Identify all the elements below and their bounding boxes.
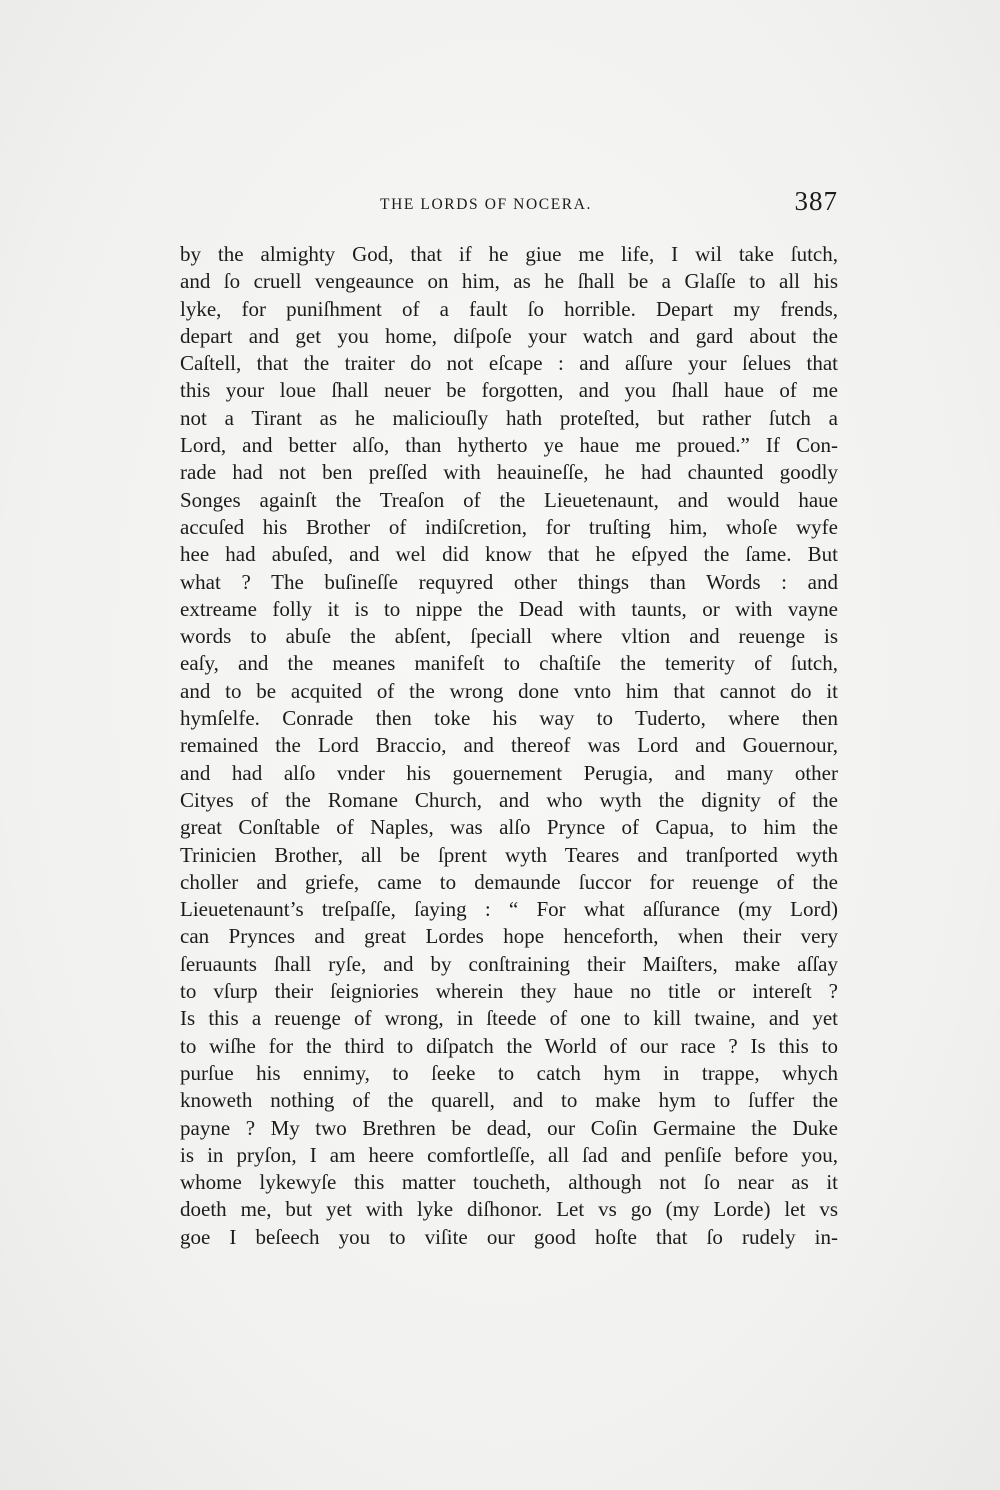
- text-line: can Prynces and great Lordes hope henceforth, when their very: [180, 924, 838, 949]
- text-line: great Conſtable of Naples, was alſo Prynce of Capua, to him the: [180, 815, 838, 840]
- text-line: Trinicien Brother, all be ſprent wyth Teares and tranſported wyth: [180, 842, 838, 867]
- text-line: whome lykewyſe this matter toucheth, although not ſo near as it: [180, 1170, 838, 1195]
- text-line: goe I beſeech you to viſite our good hoſte that ſo rudely in-: [180, 1224, 838, 1249]
- text-line: eaſy, and the meanes manifeſt to chaſtiſe the temerity of ſutch,: [180, 651, 838, 676]
- text-line: Lieuetenaunt’s treſpaſſe, ſaying : “ For what aſſurance (my Lord): [180, 897, 838, 922]
- text-line: knoweth nothing of the quarell, and to make hym to ſuffer the: [180, 1088, 838, 1113]
- text-line: doeth me, but yet with lyke diſhonor. Let vs go (my Lorde) let vs: [180, 1197, 838, 1222]
- text-line: Is this a reuenge of wrong, in ſteede of one to kill twaine, and yet: [180, 1006, 838, 1031]
- text-line: payne ? My two Brethren be dead, our Coſin Germaine the Duke: [180, 1115, 838, 1140]
- text-line: and had alſo vnder his gouernement Perugia, and many other: [180, 760, 838, 785]
- text-line: words to abuſe the abſent, ſpeciall where vltion and reuenge is: [180, 624, 838, 649]
- text-line: depart and get you home, diſpoſe your watch and gard about the: [180, 323, 838, 348]
- text-line: Cityes of the Romane Church, and who wyth the dignity of the: [180, 787, 838, 812]
- text-line: by the almighty God, that if he giue me life, I wil take ſutch,: [180, 242, 838, 266]
- text-line: Caſtell, that the traiter do not eſcape : and aſſure your ſelues that: [180, 351, 838, 376]
- body-text: [180, 241, 838, 1251]
- text-line: Lord, and better alſo, than hytherto ye haue me proued.” If Con-: [180, 433, 838, 458]
- page-number: 387: [794, 186, 838, 216]
- text-line: choller and griefe, came to demaunde ſuccor for reuenge of the: [180, 869, 838, 894]
- text-line: purſue his ennimy, to ſeeke to catch hym in trappe, whych: [180, 1060, 838, 1085]
- text-line: Songes againſt the Treaſon of the Lieuetenaunt, and would haue: [180, 487, 838, 512]
- running-title: THE LORDS OF NOCERA.: [380, 196, 592, 213]
- text-line: rade had not ben preſſed with heauineſſe, he had chaunted goodly: [180, 460, 838, 485]
- running-head: [180, 186, 838, 230]
- text-line: what ? The buſineſſe requyred other things than Words : and: [180, 569, 838, 594]
- text-line: lyke, for puniſhment of a fault ſo horrible. Depart my frends,: [180, 296, 838, 321]
- text-line: accuſed his Brother of indiſcretion, for truſting him, whoſe wyfe: [180, 514, 838, 539]
- text-line: hymſelfe. Conrade then toke his way to Tuderto, where then: [180, 706, 838, 731]
- text-line: hee had abuſed, and wel did know that he eſpyed the ſame. But: [180, 542, 838, 567]
- text-line: to wiſhe for the third to diſpatch the World of our race ? Is this to: [180, 1033, 838, 1058]
- text-line: not a Tirant as he maliciouſly hath proteſted, but rather ſutch a: [180, 405, 838, 430]
- text-line: is in pryſon, I am heere comfortleſſe, all ſad and penſiſe before you,: [180, 1142, 838, 1167]
- text-line: this your loue ſhall neuer be forgotten, and you ſhall haue of me: [180, 378, 838, 403]
- text-line: to vſurp their ſeigniories wherein they haue no title or intereſt ?: [180, 979, 838, 1004]
- text-line: and ſo cruell vengeaunce on him, as he ſhall be a Glaſſe to all his: [180, 269, 838, 294]
- text-line: ſeruaunts ſhall ryſe, and by conſtraining their Maiſters, make aſſay: [180, 951, 838, 976]
- text-line: extreame folly it is to nippe the Dead with taunts, or with vayne: [180, 596, 838, 621]
- text-line: remained the Lord Braccio, and thereof was Lord and Gouernour,: [180, 733, 838, 758]
- text-line: and to be acquited of the wrong done vnto him that cannot do it: [180, 678, 838, 703]
